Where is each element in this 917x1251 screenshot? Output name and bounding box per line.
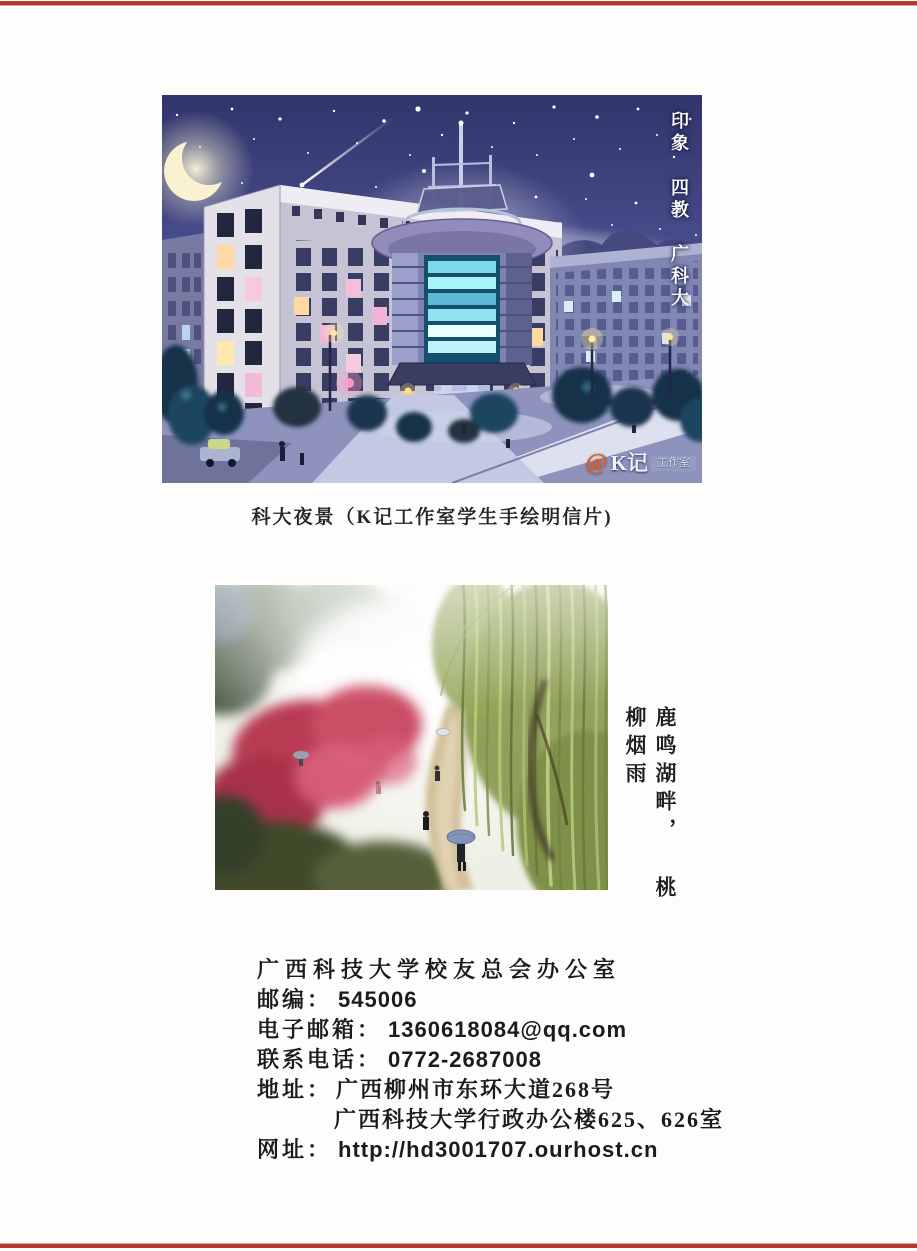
address-value: 广西柳州市东环大道268号: [336, 1077, 616, 1102]
night-postcard-illustration: [162, 95, 702, 483]
address-label: 地址：: [257, 1077, 333, 1102]
night-scene-art: [162, 95, 702, 483]
lake-scene-photo: [215, 585, 608, 890]
overlay-word: 广科大: [669, 244, 689, 310]
overlay-word: 印象: [669, 111, 689, 155]
phone-label: 联系电话：: [257, 1047, 383, 1072]
email-line: [257, 1015, 724, 1045]
lake-photo: [215, 585, 608, 890]
email-label: 电子邮箱：: [257, 1017, 383, 1042]
lake-caption-phrase-1: 鹿鸣湖畔，: [653, 706, 677, 846]
address-line-2: [330, 1105, 724, 1135]
watermark-studio-label: 工作室: [651, 456, 696, 471]
postal-code-label: 邮编：: [257, 987, 333, 1012]
top-red-rule: [0, 1, 917, 5]
at-sign-icon: @: [585, 450, 608, 476]
lake-caption-phrase-2: 桃柳烟雨: [623, 706, 677, 905]
website-line: [257, 1135, 724, 1165]
postcard-overlay-title: [666, 111, 692, 324]
postal-code-line: [257, 985, 724, 1015]
contact-title: 广西科技大学校友总会办公室: [257, 957, 622, 982]
postal-code-value: 545006: [338, 987, 418, 1012]
bottom-red-rule: [0, 1244, 917, 1248]
watermark-k-label: K记: [610, 450, 648, 475]
website-value: http://hd3001707.ourhost.cn: [338, 1137, 659, 1162]
phone-line: [257, 1045, 724, 1075]
address-line: [257, 1075, 724, 1105]
website-label: 网址：: [257, 1137, 333, 1162]
studio-watermark: [585, 451, 696, 475]
phone-value: 0772-2687008: [388, 1047, 542, 1072]
contact-info-block: [257, 955, 724, 1165]
lake-photo-caption: [620, 706, 680, 906]
email-value: 1360618084@qq.com: [388, 1017, 628, 1042]
night-postcard-caption: 科大夜景（K记工作室学生手绘明信片): [251, 507, 613, 528]
overlay-word: 四教: [669, 177, 689, 222]
address-value-2: 广西科技大学行政办公楼625、626室: [334, 1107, 725, 1132]
